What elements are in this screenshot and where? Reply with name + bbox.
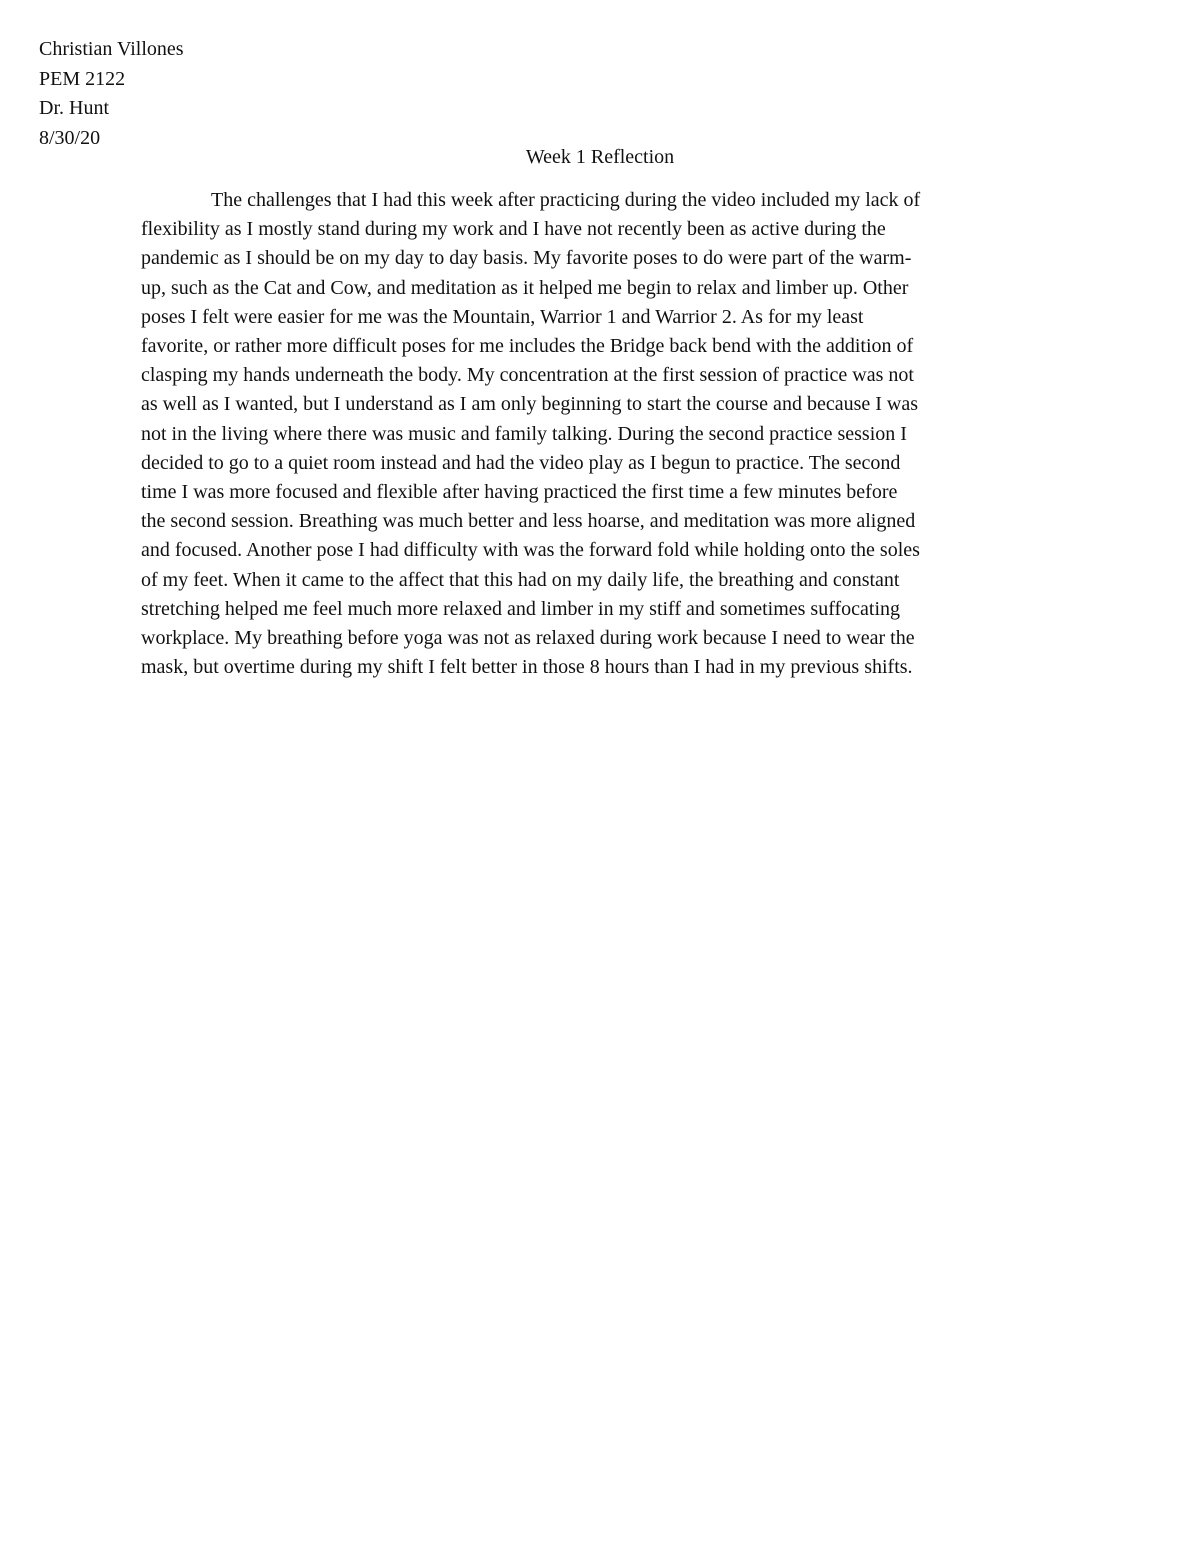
paragraph-line: decided to go to a quiet room instead and had the video play as I begun to practice. The second	[141, 451, 901, 474]
instructor-name: Dr. Hunt	[39, 97, 109, 119]
paragraph-line: and focused. Another pose I had difficulty with was the forward fold while holding onto the soles	[141, 539, 920, 562]
paragraph-line: not in the living where there was music and family talking. During the second practice session I	[141, 422, 907, 445]
paragraph-line: mask, but overtime during my shift I felt better in those 8 hours than I had in my previous shifts.	[141, 656, 913, 679]
author-name: Christian Villones	[39, 38, 184, 60]
paragraph-line: The challenges that I had this week after practicing during the video included my lack of	[211, 189, 921, 211]
paragraph-line: of my feet. When it came to the affect that this had on my daily life, the breathing and constant	[141, 568, 900, 591]
paragraph-line: time I was more focused and flexible after having practiced the first time a few minutes before	[141, 481, 898, 504]
paragraph-line: flexibility as I mostly stand during my work and I have not recently been as active during the	[141, 218, 886, 241]
document-title: Week 1 Reflection	[525, 146, 675, 168]
paragraph-line: the second session. Breathing was much better and less hoarse, and meditation was more aligned	[141, 510, 916, 533]
paragraph-line: poses I felt were easier for me was the Mountain, Warrior 1 and Warrior 2. As for my least	[141, 305, 864, 328]
reflection-paragraph	[141, 186, 1066, 682]
paragraph-line: as well as I wanted, but I understand as I am only beginning to start the course and because I was	[141, 393, 918, 416]
header-block	[39, 35, 184, 153]
document-date: 8/30/20	[39, 126, 101, 149]
paragraph-line: up, such as the Cat and Cow, and meditation as it helped me begin to relax and limber up. Other	[141, 276, 909, 299]
paragraph-line: favorite, or rather more difficult poses for me includes the Bridge back bend with the addition of	[141, 335, 914, 358]
course-code: PEM 2122	[39, 67, 126, 90]
paragraph-line: clasping my hands underneath the body. My concentration at the first session of practice was not	[141, 364, 914, 387]
paragraph-line: stretching helped me feel much more relaxed and limber in my stiff and sometimes suffocating	[141, 597, 901, 620]
paragraph-line: workplace. My breathing before yoga was not as relaxed during work because I need to wear the	[141, 627, 915, 650]
paragraph-line: pandemic as I should be on my day to day basis. My favorite poses to do were part of the warm-	[141, 247, 912, 270]
